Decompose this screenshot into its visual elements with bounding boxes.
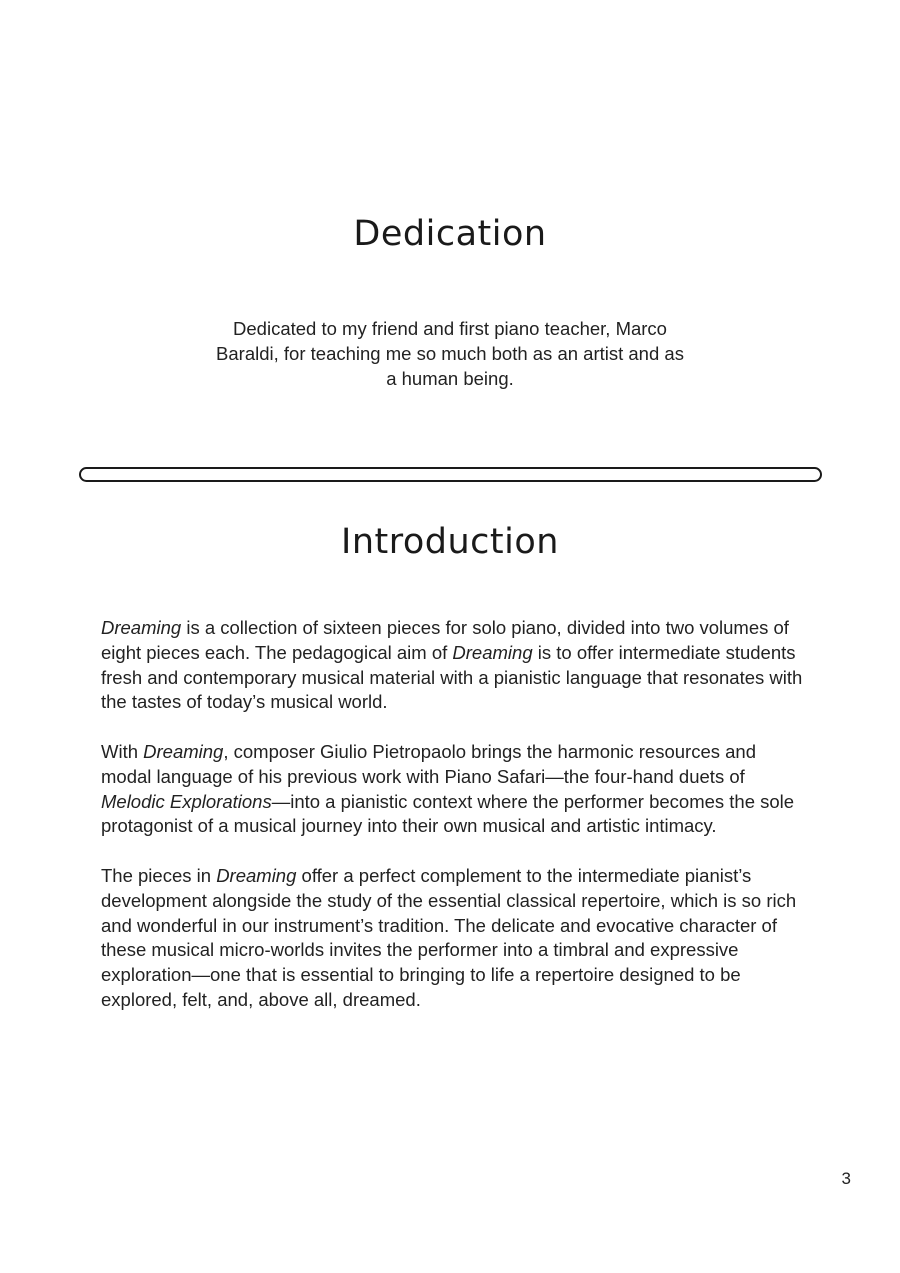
- intro-paragraph-3: [101, 864, 806, 1013]
- intro-p2-text-0: With: [101, 740, 144, 762]
- dedication-text: Dedicated to my friend and first piano teacher, Marco Baraldi, for teaching me so much both as an artist and as a human being.: [216, 318, 684, 389]
- introduction-body: [101, 616, 806, 1038]
- section-divider: [79, 467, 822, 482]
- intro-p2-italic-2: Melodic Explorations: [101, 790, 272, 812]
- intro-p1-italic-1: Dreaming: [101, 617, 182, 638]
- intro-p3-text-1: offer a perfect complement to the intermediate pianist’s development alongside the study of the essential classical repertoire, which is so rich and wonderful in our instrument’s tradition. The delicate and evocative character of these musical micro-worlds invites the performer into a timbral and expressive exploration—one that is essential to bringing to life a repertoire designed to be explored, felt, and, above all, dreamed.: [101, 864, 797, 1010]
- intro-p2-italic-1: Dreaming: [143, 740, 224, 762]
- dedication-heading: Dedication: [353, 214, 547, 254]
- intro-p1-text-2: is to offer intermediate students fresh and contemporary musical material with a pianistic language that resonates with the tastes of today’s musical world.: [101, 641, 803, 713]
- intro-p3-text-0: The pieces in: [101, 864, 217, 886]
- intro-paragraph-1: [101, 616, 806, 715]
- intro-p1-italic-2: Dreaming: [452, 641, 533, 663]
- intro-p3-italic-1: Dreaming: [216, 864, 297, 886]
- page-number: 3: [841, 1169, 851, 1188]
- intro-paragraph-2: [101, 740, 806, 839]
- intro-p2-text-2: —into a pianistic context where the performer becomes the sole protagonist of a musical journey into their own musical and artistic intimacy.: [101, 790, 795, 837]
- intro-p1-text-1: is a collection of sixteen pieces for solo piano, divided into two volumes of eight pieces each. The pedagogical aim of: [101, 617, 789, 663]
- introduction-heading: Introduction: [341, 522, 559, 562]
- intro-p2-text-1: , composer Giulio Pietropaolo brings the harmonic resources and modal language of his previous work with Piano Safari—the four-hand duets of: [101, 740, 757, 787]
